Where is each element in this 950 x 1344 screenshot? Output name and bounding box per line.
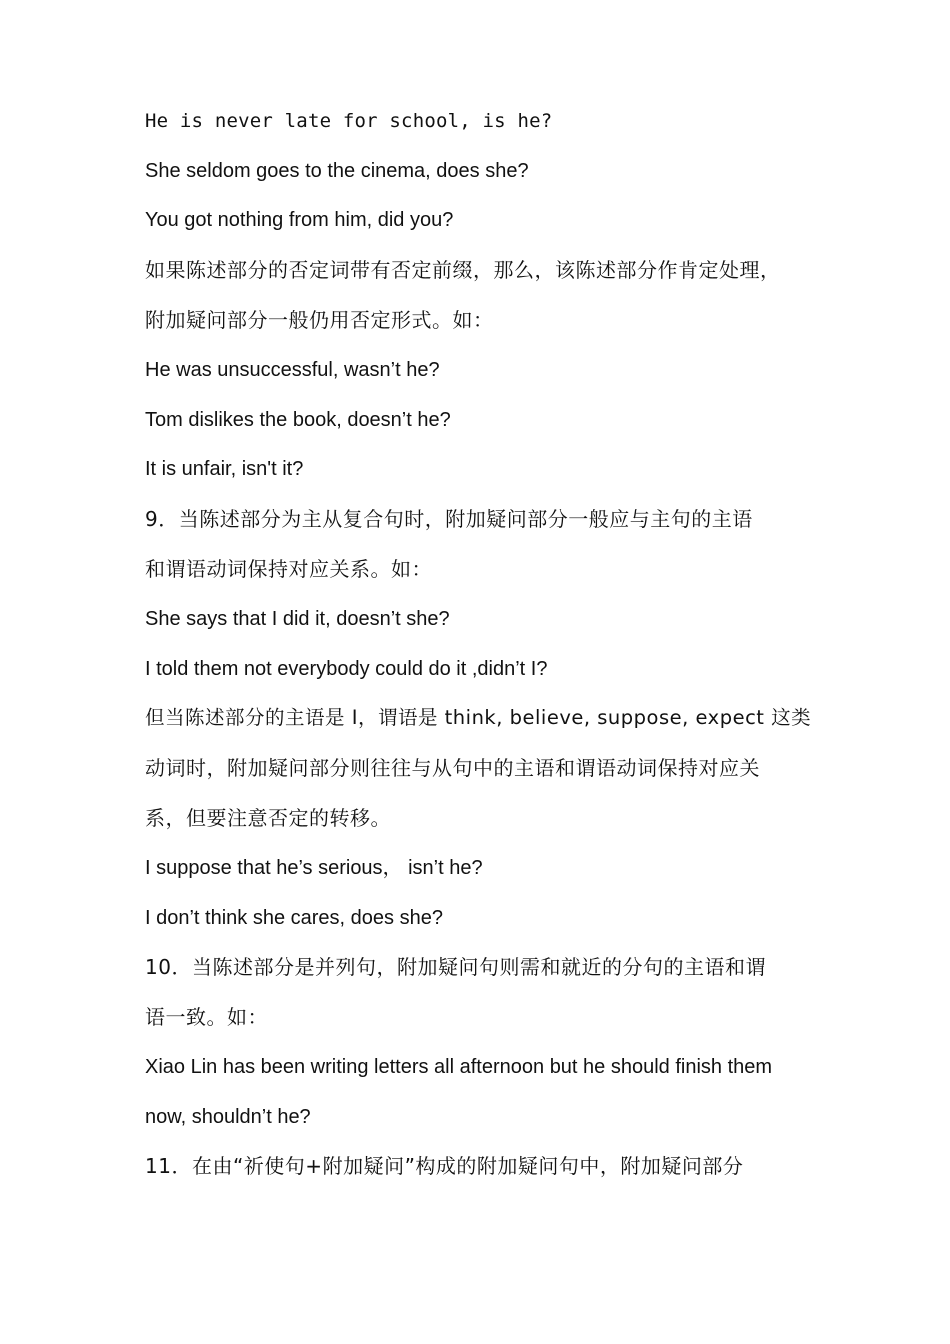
rule-heading-line: 10．当陈述部分是并列句，附加疑问句则需和就近的分句的主语和谓 bbox=[145, 955, 766, 979]
explanation-line: 但当陈述部分的主语是 I，谓语是 think, believe, suppose, expect 这类 bbox=[145, 706, 812, 729]
example-line: Xiao Lin has been writing letters all afternoon but he should finish them bbox=[145, 1056, 773, 1078]
explanation-line: 动词时，附加疑问部分则往往与从句中的主语和谓语动词保持对应关 bbox=[145, 756, 760, 780]
example-line: He is never late for school, is he? bbox=[145, 110, 553, 132]
explanation-line: 语一致。如： bbox=[145, 1005, 268, 1029]
example-line: You got nothing from him, did you? bbox=[145, 209, 454, 231]
example-line: I told them not everybody could do it ,didn’t I? bbox=[145, 658, 548, 680]
example-line: I suppose that he’s serious， isn’t he? bbox=[145, 857, 483, 879]
rule-heading-line: 11．在由“祈使句+附加疑问”构成的附加疑问句中，附加疑问部分 bbox=[145, 1154, 744, 1178]
example-line: He was unsuccessful, wasn’t he? bbox=[145, 359, 440, 381]
rule-heading-line: 9．当陈述部分为主从复合句时，附加疑问部分一般应与主句的主语 bbox=[145, 507, 753, 531]
explanation-line: 系，但要注意否定的转移。 bbox=[145, 806, 391, 830]
explanation-line: 附加疑问部分一般仍用否定形式。如： bbox=[145, 308, 494, 332]
example-line: She says that I did it, doesn’t she? bbox=[145, 608, 450, 630]
example-line: It is unfair, isn't it? bbox=[145, 458, 304, 480]
example-line: Tom dislikes the book, doesn’t he? bbox=[145, 409, 451, 431]
explanation-line: 如果陈述部分的否定词带有否定前缀，那么，该陈述部分作肯定处理， bbox=[145, 258, 781, 282]
example-line: She seldom goes to the cinema, does she? bbox=[145, 160, 529, 182]
example-line: now, shouldn’t he? bbox=[145, 1106, 311, 1128]
explanation-line: 和谓语动词保持对应关系。如： bbox=[145, 557, 432, 581]
example-line: I don’t think she cares, does she? bbox=[145, 907, 443, 929]
